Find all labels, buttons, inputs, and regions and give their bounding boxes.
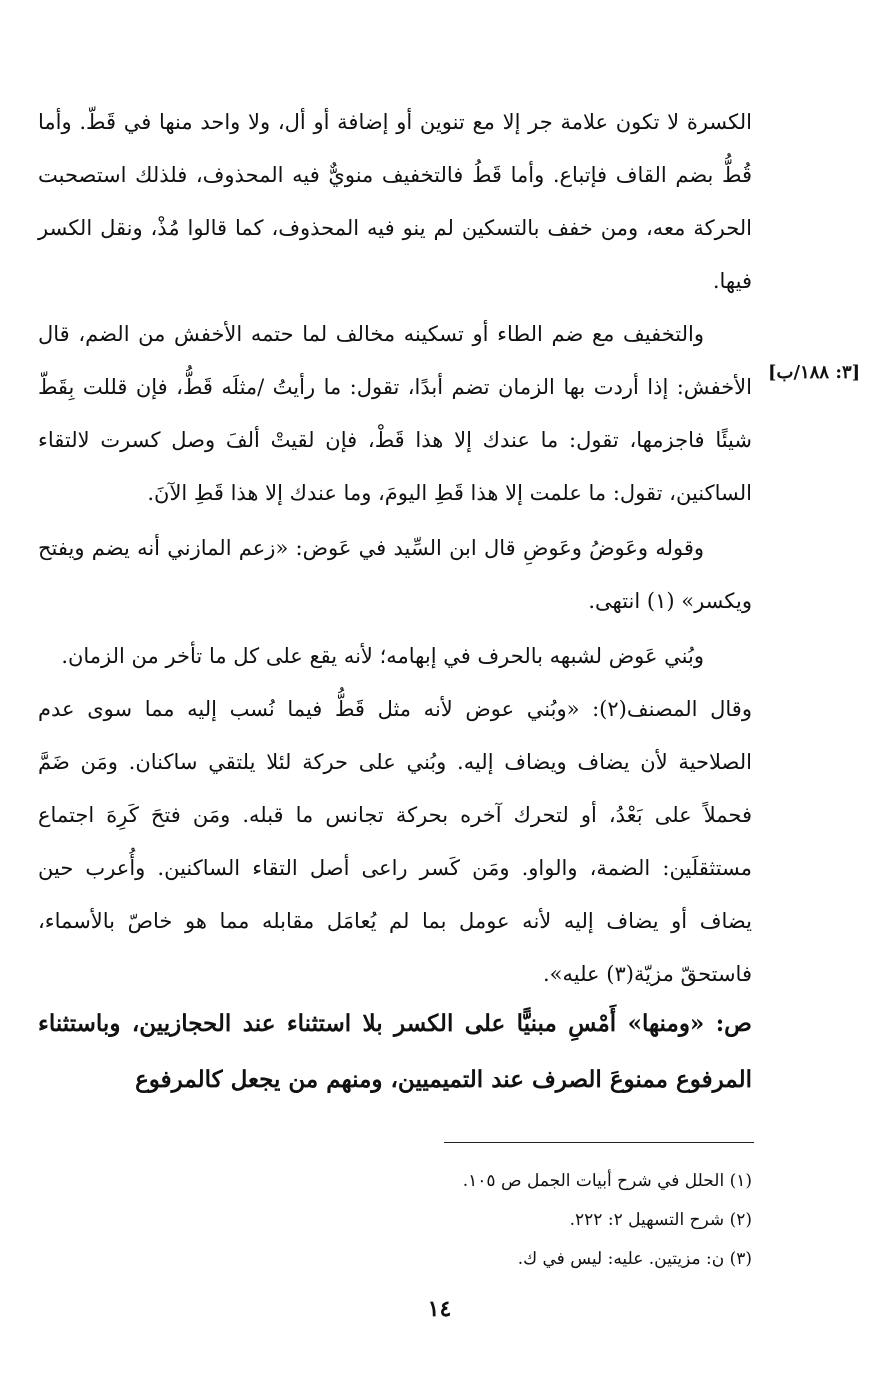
paragraph-4-5 [38,630,752,1001]
paragraph-1 [38,96,752,308]
page-number: ١٤ [427,1296,452,1322]
paragraph-3 [38,522,752,628]
paragraph-5-text: وقال المصنف(٢): «وبُني عوض لأنه مثل قَطُّ فيما نُسب إليه مما سوى عدم الصلاحية لأن يضاف ويضاف إليه. وبُني على حركة لئلا يلتقي ساكنان. ومَن ضَمَّ فحملاً على بَعْدُ، أو لتحرك آخره بحركة تجانس ما قبله. ومَن فتحَ كَرِهَ اجتماع مستثقلَين: الضمة، والواو. ومَن كَسر راعى أصل التقاء الساكنين. وأُعرب حين يضاف أو يضاف إليه لأنه عومل بما لم يُعامَل مقابله مما هو خاصّ بالأسماء، فاستحقّ مزيّة(٣) عليه». [38,697,752,986]
footnotes [38,1162,752,1279]
manuscript-folio-reference: [٣: ١٨٨/ب] [768,362,861,383]
footnote-3: (٣) ن: مزيتين. عليه: ليس في ك. [517,1249,752,1269]
paragraph-2-text: والتخفيف مع ضم الطاء أو تسكينه مخالف لما حتمه الأخفش من الضم، قال الأخفش: إذا أردت بها الزمان تضم أبدًا، تقول: ما رأيتُ /مثلَه قَطُّ، فإن قللت بِقَطّ شيئًا فاجزمها، تقول: ما عندك إلا هذا قَطْ، فإن لقيتْ ألفَ وصل كسرت لالتقاء الساكنين، تقول: ما علمت إلا هذا قَطِ اليومَ، وما عندك إلا هذا قَطِ الآنَ. [38,322,752,505]
paragraph-6-matn [38,996,752,1108]
paragraph-4-text: وبُني عَوض لشبهه بالحرف في إبهامه؛ لأنه يقع على كل ما تأخر من الزمان. [61,644,704,668]
footnote-2: (٢) شرح التسهيل ٢: ٢٢٢. [569,1210,752,1230]
footnote-divider [444,1142,754,1143]
paragraph-1-text: الكسرة لا تكون علامة جر إلا مع تنوين أو إضافة أو أل، ولا واحد منها في قَطّ. وأما قُطُّ بضم القاف فإتباع. وأما قَطُ فالتخفيف منويٌّ فيه المحذوف، فلذلك استصحبت الحركة معه، ومن خفف بالتسكين لم ينو فيه المحذوف، كما قالوا مُذْ، ونقل الكسر فيها. [38,110,752,293]
paragraph-2 [38,308,752,520]
paragraph-3-text: وقوله وعَوضُ وعَوضِ قال ابن السِّيد في عَوض: «زعم المازني أنه يضم ويفتح ويكسر» (١) انتهى. [38,536,752,613]
paragraph-6-text: ص: «ومنها» أَمْسِ مبنيًّا على الكسر بلا استثناء عند الحجازيين، وباستثناء المرفوع ممنوعَ الصرف عند التميميين، ومنهم من يجعل كالمرفوع [38,1010,752,1093]
footnote-1: (١) الحلل في شرح أبيات الجمل ص ١٠٥. [462,1171,752,1191]
